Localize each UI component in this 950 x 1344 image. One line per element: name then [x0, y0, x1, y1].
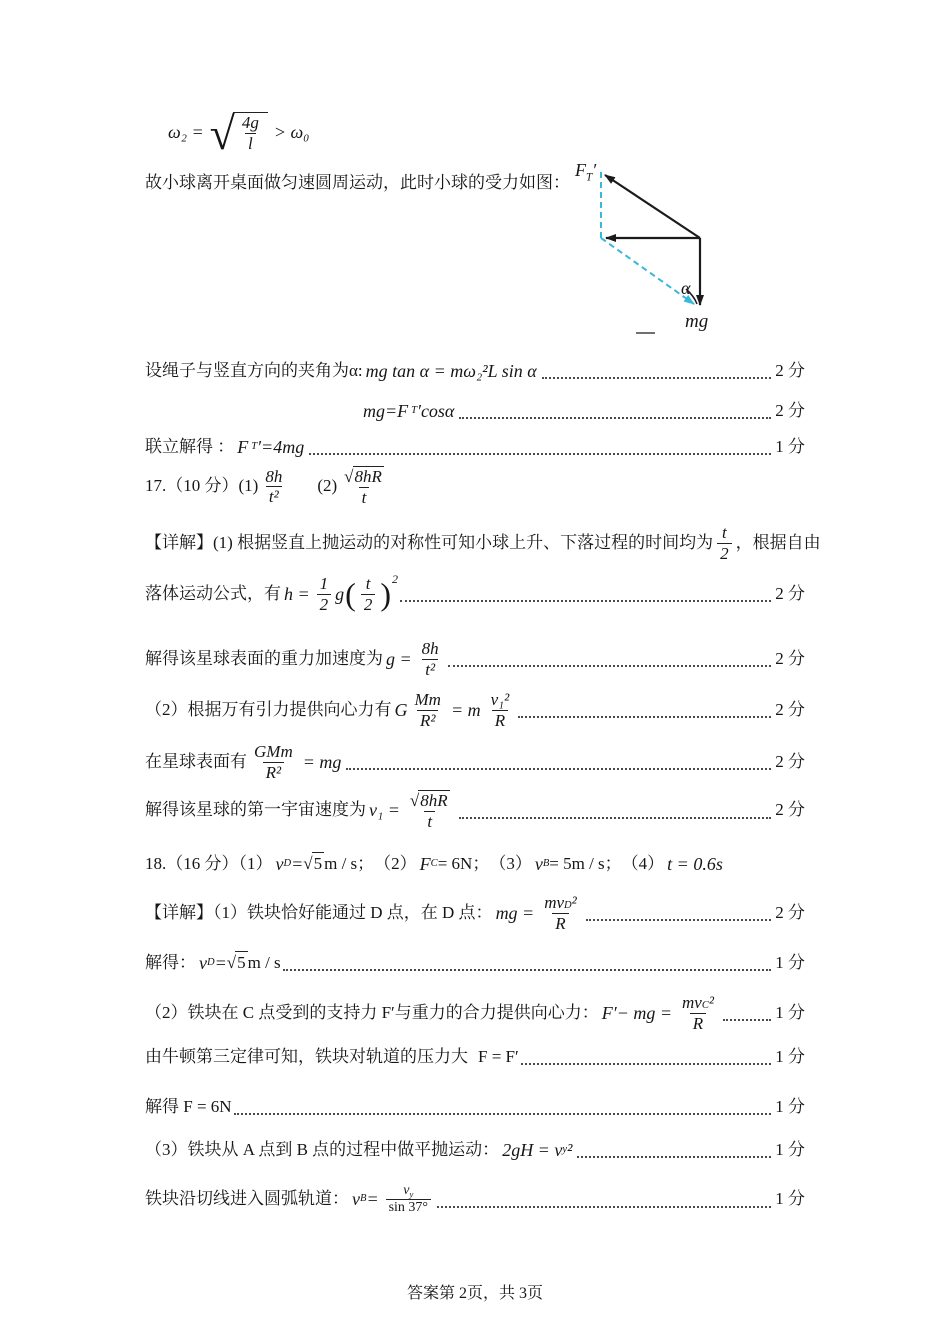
- dotted-leader: [400, 600, 771, 602]
- line-text: 解得该星球表面的重力加速度为: [145, 648, 383, 668]
- tangent-entry-line: [145, 1183, 805, 1216]
- dotted-leader: [234, 1113, 772, 1115]
- vD-symbol: v: [199, 953, 207, 973]
- subscript: D: [207, 957, 215, 969]
- score-label: 2 分: [775, 699, 805, 719]
- tension-force-arrow: [605, 175, 700, 238]
- mg-label: mg: [685, 311, 709, 332]
- numerator-symbols: mv: [682, 993, 702, 1012]
- score-label: 1 分: [775, 952, 805, 972]
- fraction: [407, 790, 453, 831]
- part-label: （3）: [489, 853, 532, 873]
- score-label: 1 分: [775, 1002, 805, 1022]
- radical-sign: √: [303, 854, 313, 874]
- solution-line-surface: [145, 742, 805, 782]
- sqrt-expression: [209, 108, 268, 160]
- FC-symbol: F: [419, 854, 431, 874]
- equals: =: [291, 854, 304, 874]
- line-text: 解得：: [145, 952, 196, 972]
- line-formula-rest: ′cosα: [417, 401, 455, 421]
- fraction: [262, 467, 285, 507]
- tension-label-subscript: T: [586, 171, 593, 184]
- fraction-denominator: R: [552, 913, 568, 934]
- radical-sign: √: [209, 108, 235, 160]
- line-text: 铁块沿切线进入圆弧轨道：: [145, 1189, 349, 1209]
- omega-formula-line: [165, 108, 312, 160]
- projectile-line: [145, 1138, 805, 1162]
- score-label: 2 分: [775, 583, 805, 603]
- score-label: 2 分: [775, 800, 805, 820]
- q17-detail-line: [145, 523, 821, 563]
- exponent: ²: [571, 893, 577, 912]
- numerator-symbols: mv: [544, 893, 565, 912]
- score-label: 2 分: [775, 648, 805, 668]
- line-text: 【详解】(1) 根据竖直上抛运动的对称性可知小球上升、下落过程的时间均为: [145, 532, 714, 552]
- tension-label-symbol: F: [575, 160, 586, 180]
- fraction-numerator: 8h: [421, 639, 439, 658]
- unit: m / s；: [324, 853, 375, 873]
- dotted-leader: [521, 1063, 772, 1065]
- line-text: 设绳子与竖直方向的夹角为α:: [145, 360, 363, 380]
- equation-lhs: h =: [284, 583, 310, 604]
- subscript: B: [542, 858, 550, 870]
- dotted-leader: [586, 919, 771, 921]
- equation-lhs: g =: [386, 648, 412, 669]
- unit: m / s: [247, 952, 281, 972]
- force-diagram: [570, 158, 745, 350]
- subscript: C: [430, 858, 438, 870]
- line-text-post: ，根据自由: [735, 532, 821, 552]
- subscript: B: [360, 1193, 367, 1205]
- line-formula-rest: ′=4mg: [257, 437, 305, 457]
- dotted-leader: [723, 1019, 771, 1021]
- vB-symbol: v: [352, 1189, 360, 1210]
- dotted-leader: [309, 453, 771, 455]
- equation-mid: = m: [450, 699, 481, 720]
- right-paren: ): [380, 575, 391, 612]
- dotted-leader: [459, 417, 771, 419]
- equation-lhs: F′− mg =: [601, 1002, 672, 1023]
- fraction: [239, 113, 262, 153]
- fraction-numerator: [341, 466, 387, 487]
- line-formula: mg=F: [363, 401, 409, 421]
- line-text: 解得该星球的第一宇宙速度为: [145, 800, 366, 820]
- line-formula: 2gH = v: [502, 1140, 563, 1160]
- page-footer: 答案第 2页，共 3页: [406, 1285, 543, 1302]
- fraction: [251, 742, 296, 782]
- exponent: 2: [391, 571, 398, 586]
- q18-detail-line2: [145, 993, 805, 1033]
- solution-line-h: [145, 571, 805, 614]
- line-text: （3）铁块从 A 点到 B 点的过程中做平抛运动：: [145, 1139, 500, 1159]
- fraction-denominator: 2: [317, 594, 332, 615]
- vB-symbol: v: [534, 854, 543, 874]
- t-value: t = 0.6s: [667, 854, 723, 874]
- line-formula: mg tan α = mω₂²L sin α: [365, 361, 537, 381]
- equation-rhs: = mg: [302, 751, 342, 772]
- solution-line-tan: [145, 359, 805, 383]
- line-text: 【详解】（1）铁块恰好能通过 D 点，在 D 点：: [145, 902, 493, 922]
- fraction-numerator: [679, 993, 717, 1013]
- tension-label: [575, 161, 596, 184]
- fraction-numerator: 1: [319, 574, 329, 593]
- dotted-leader: [448, 665, 772, 667]
- dotted-leader: [346, 768, 771, 770]
- radical-sign: √: [409, 791, 420, 810]
- fraction-numerator: v₁²: [490, 690, 510, 709]
- fraction-numerator: 8h: [265, 466, 283, 486]
- solution-line-v1: [145, 790, 805, 831]
- equals: =: [366, 1189, 379, 1210]
- fraction-numerator: 4g: [241, 113, 259, 132]
- fraction-denominator: t: [424, 811, 435, 832]
- q18-solve-vD-line: [145, 951, 805, 975]
- dotted-leader: [459, 817, 772, 819]
- subscript: D: [564, 900, 572, 912]
- radical-sign: √: [226, 953, 237, 973]
- value: = 5m / s；: [549, 853, 622, 873]
- dotted-leader: [437, 1206, 771, 1208]
- tension-label-prime: ′: [592, 160, 597, 180]
- score-label: 1 分: [775, 1139, 805, 1159]
- fraction: [341, 466, 387, 507]
- G-symbol: G: [394, 699, 408, 720]
- fraction: [488, 690, 513, 730]
- fraction-numerator: t: [721, 523, 727, 542]
- fraction-denominator: t²: [422, 659, 438, 680]
- value: = 6N；: [437, 853, 490, 873]
- left-paren: (: [345, 575, 356, 612]
- subscript: y: [562, 1144, 568, 1156]
- fraction: [679, 993, 717, 1033]
- subscript: T: [251, 441, 258, 453]
- formula-lhs: ω₂ =: [168, 122, 204, 143]
- fraction-numerator: t: [365, 574, 371, 593]
- fraction: [317, 574, 332, 614]
- score-label: 2 分: [775, 360, 805, 380]
- newton-third-law-line: [145, 1046, 805, 1069]
- formula-rhs: > ω₀: [273, 122, 310, 143]
- sqrt-expression: [303, 852, 324, 876]
- solution-line-g: [145, 639, 805, 679]
- fraction: [361, 574, 376, 614]
- dotted-leader: [577, 1156, 771, 1158]
- radicand: 5: [312, 852, 325, 876]
- line-text: （2）铁块在 C 点受到的支持力 F′与重力的合力提供向心力：: [145, 1002, 599, 1022]
- solution-line-gravity: [145, 690, 805, 730]
- fraction-denominator: 2: [361, 594, 376, 615]
- fraction-denominator: t²: [266, 486, 282, 507]
- fraction-numerator: Mm: [414, 690, 441, 709]
- force-diagram-svg: [570, 158, 745, 350]
- radicand: [233, 112, 268, 153]
- fraction: [412, 690, 444, 730]
- radical-sign: √: [344, 467, 354, 486]
- fraction-denominator: R²: [417, 710, 438, 731]
- line-text: 落体运动公式，有: [145, 583, 281, 603]
- part-label: (2): [317, 476, 338, 496]
- line-text: 由牛顿第三定律可知，铁块对轨道的压力大: [145, 1047, 468, 1066]
- score-label: 2 分: [775, 902, 805, 922]
- fraction-numerator: [541, 893, 580, 913]
- subscript: y: [409, 1189, 414, 1200]
- fraction-numerator: [400, 1183, 416, 1199]
- question-head: 17.（10 分）(1): [145, 476, 259, 496]
- score-label: 1 分: [775, 1047, 805, 1066]
- sqrt-expression: [344, 466, 384, 487]
- solve-F-line: [145, 1096, 805, 1119]
- dotted-leader: [542, 377, 772, 379]
- line-text: 解得 F = 6N: [145, 1097, 232, 1116]
- intro-text: 故小球离开桌面做匀速圆周运动，此时小球的受力如图：: [145, 173, 570, 192]
- score-label: 1 分: [775, 1189, 805, 1209]
- fraction-denominator: sin 37°: [386, 1199, 431, 1216]
- fraction: [386, 1183, 431, 1216]
- alpha-label: α: [681, 278, 691, 298]
- fraction-numerator: GMm: [254, 742, 293, 761]
- vD-symbol: v: [275, 854, 284, 874]
- numerator-symbols: v: [403, 1183, 410, 1198]
- score-label: 2 分: [775, 751, 805, 771]
- fraction-denominator: t: [359, 487, 370, 508]
- sqrt-expression: [227, 951, 248, 975]
- fraction-denominator: R²: [263, 762, 284, 783]
- radicand: 5: [235, 951, 248, 975]
- fraction-denominator: R: [690, 1013, 706, 1034]
- line-text: （2）根据万有引力提供向心力有: [145, 699, 392, 719]
- fraction-denominator: R: [492, 710, 508, 731]
- line-text: 联立解得 ：: [145, 436, 235, 456]
- question-head: 18.（16 分）（1）: [145, 853, 273, 873]
- dotted-leader: [518, 716, 771, 718]
- line-formula: F = F′: [478, 1047, 519, 1066]
- line-formula: F: [237, 437, 249, 457]
- score-label: 2 分: [775, 400, 805, 420]
- equation-lhs: mg =: [495, 902, 535, 923]
- q18-detail-line1: [145, 893, 805, 933]
- sqrt-expression: [410, 790, 450, 811]
- subscript: C: [701, 1000, 709, 1012]
- fraction-numerator: [407, 790, 453, 811]
- line-text: 在星球表面有: [145, 751, 247, 771]
- part-label: （2）: [374, 853, 417, 873]
- fraction-denominator: l: [245, 133, 256, 154]
- exponent: ²: [708, 993, 714, 1012]
- equals: =: [214, 953, 227, 973]
- g-symbol: g: [335, 583, 345, 604]
- fraction: [419, 639, 442, 679]
- score-label: 1 分: [775, 436, 805, 456]
- radicand: 8hR: [354, 467, 382, 486]
- q18-answer-line: [145, 852, 805, 876]
- exponent: ²: [567, 1140, 573, 1160]
- solution-line-cos: [145, 399, 805, 423]
- q17-answer-line: [145, 466, 805, 507]
- solution-line-ft: [145, 435, 805, 459]
- fraction: [717, 523, 732, 563]
- equation-lhs: v₁ =: [369, 800, 400, 821]
- part-label: （4）: [621, 853, 665, 873]
- fraction: [541, 893, 580, 933]
- score-label: 1 分: [775, 1097, 805, 1116]
- dotted-leader: [283, 969, 772, 971]
- subscript: T: [411, 405, 417, 417]
- fraction-denominator: 2: [717, 543, 732, 564]
- subscript: D: [283, 858, 292, 870]
- radicand: 8hR: [420, 791, 448, 810]
